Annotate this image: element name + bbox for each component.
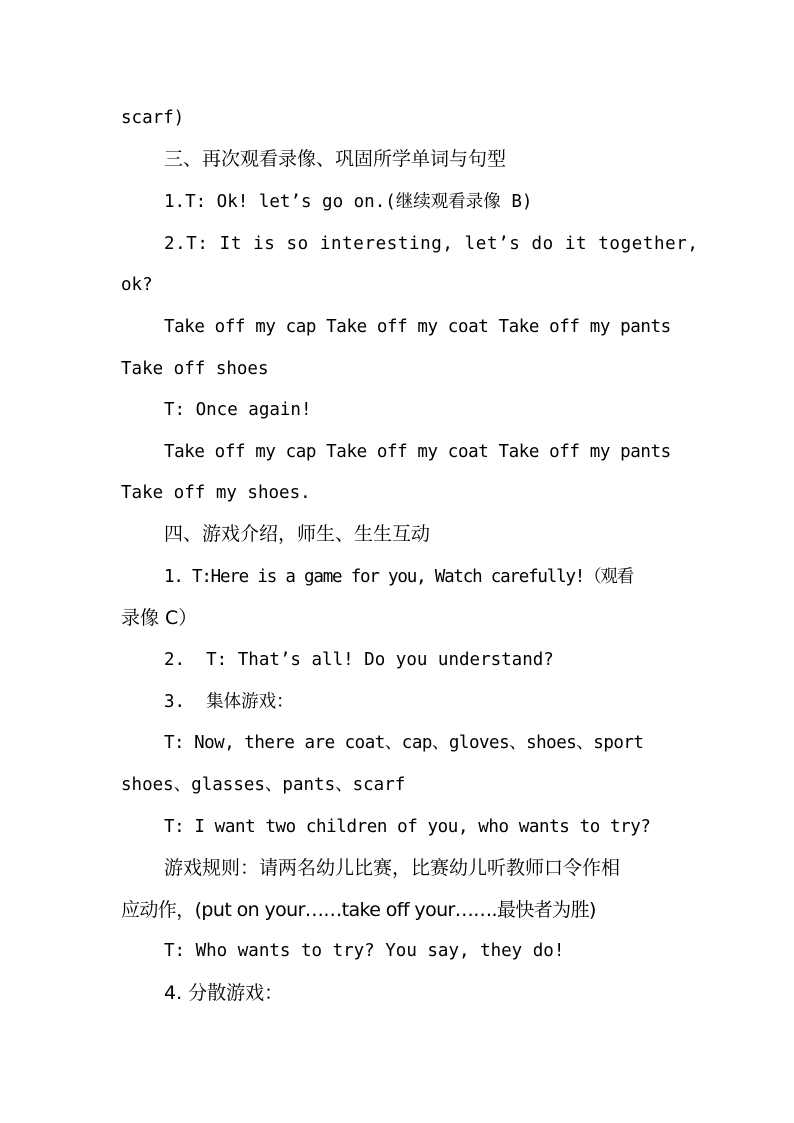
text-line: 3. 集体游戏： [164,692,294,712]
text-line: ok? [121,275,153,295]
text-line: Take off my cap Take off my coat Take off my pants [164,442,671,462]
text-line: Take off my shoes. [121,483,311,503]
text-line: 游戏规则：请两名幼儿比赛，比赛幼儿听教师口令作相 [164,857,621,879]
text-line: 应动作，(put on your……take off your…….最快者为胜) [121,899,596,921]
text-line: T: I want two children of you, who wants to try? [164,817,651,837]
text-line: T: Now, there are coat、cap、gloves、shoes、sport [164,733,644,753]
text-line: 1. T:Here is a game for you, Watch carefully!（观看 [164,567,634,587]
text-line: Take off shoes [121,359,269,379]
text-line: 录像 C） [121,607,198,629]
text-line: 2.T: It is so interesting, let’s do it together, [164,234,699,254]
text-line: 1.T: Ok! let’s go on.(继续观看录像 B) [164,192,533,212]
text-line: 4. 分散游戏： [164,982,284,1004]
text-line: Take off my cap Take off my coat Take off my pants [164,317,671,337]
text-line: 2. T: That’s all! Do you understand? [164,650,554,670]
section-heading: 四、游戏介绍，师生、生生互动 [164,523,431,545]
text-line: T: Who wants to try? You say, they do! [164,941,565,961]
text-line: shoes、glasses、pants、scarf [121,775,406,795]
text-line: scarf) [121,108,185,128]
section-heading: 三、再次观看录像、巩固所学单词与句型 [164,148,507,170]
text-line: T: Once again! [164,400,312,420]
